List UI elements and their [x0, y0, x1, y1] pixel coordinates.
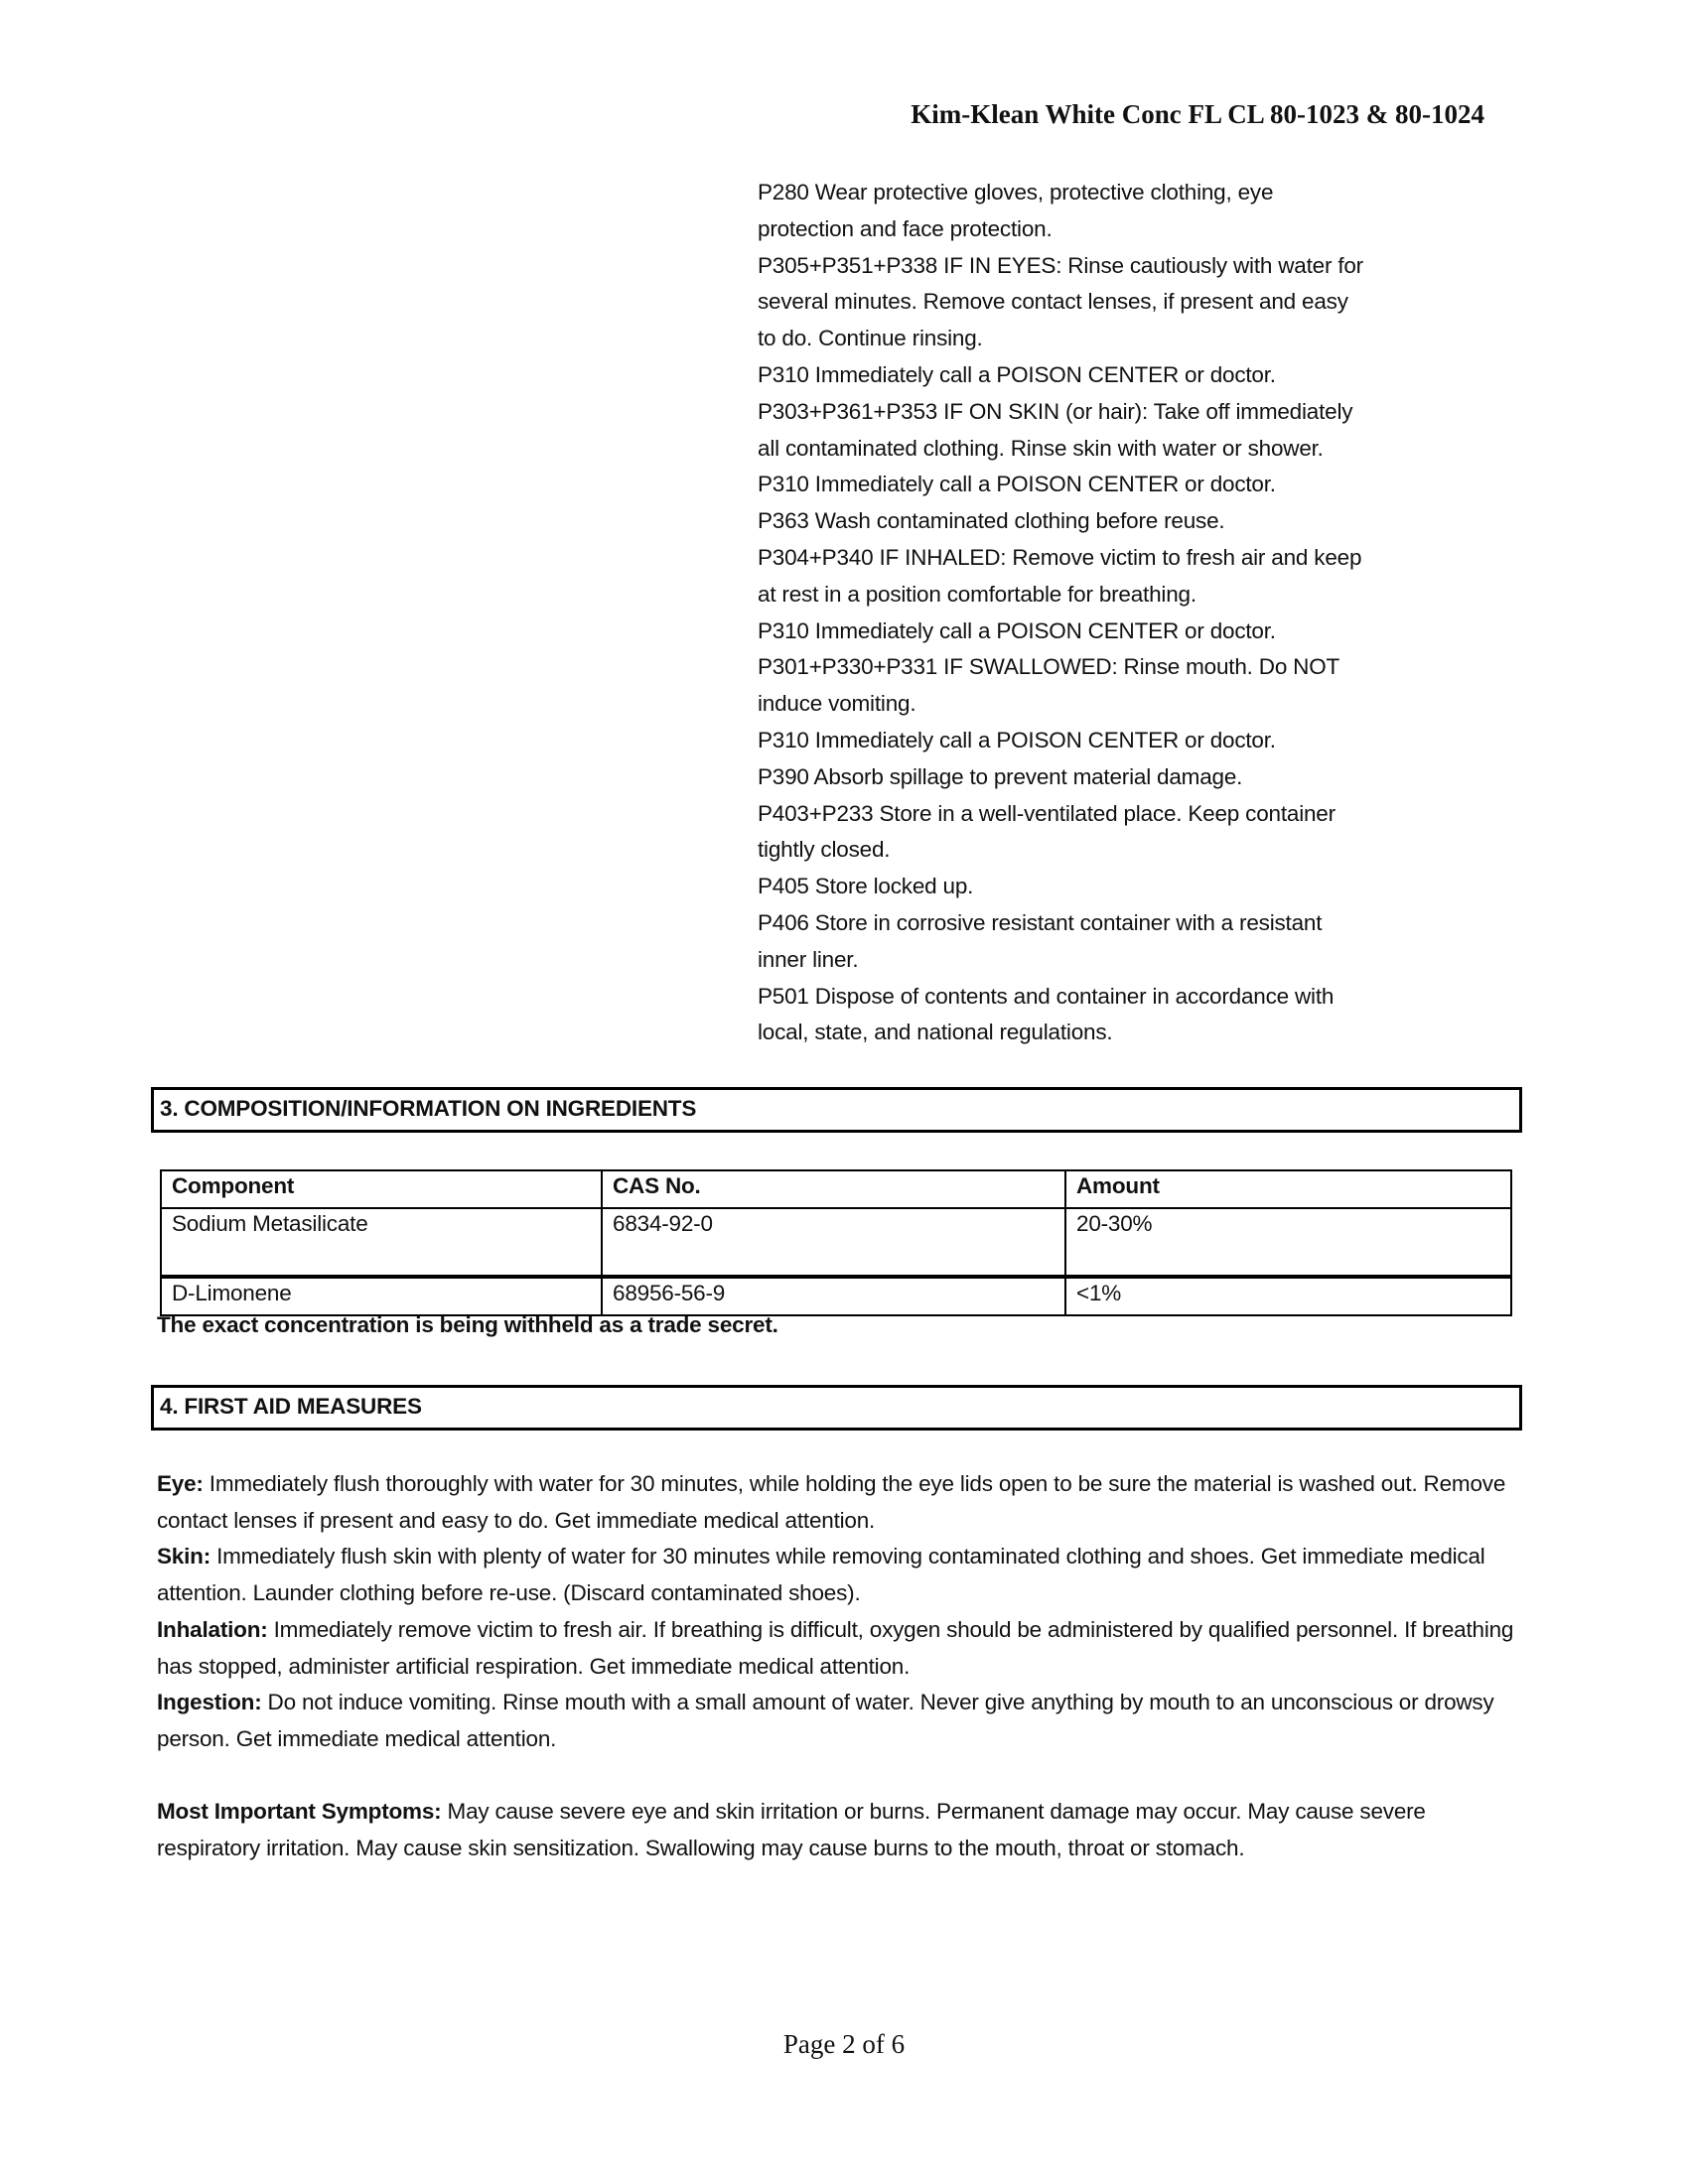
label-symptoms: Most Important Symptoms:: [157, 1799, 442, 1825]
pstatement-line: P390 Absorb spillage to prevent material damage.: [758, 763, 1243, 789]
page-number: Page 2 of 6: [782, 2029, 906, 2059]
pstatement-line: P280 Wear protective gloves, protective clothing, eye: [758, 180, 1274, 205]
cell-amount: <1%: [1065, 1277, 1511, 1315]
pstatement-line: P303+P361+P353 IF ON SKIN (or hair): Take off immediately: [758, 398, 1353, 424]
header-cas-no: CAS No.: [602, 1170, 1065, 1208]
pstatement-line: to do. Continue rinsing.: [758, 326, 983, 351]
pstatement-line: P363 Wash contaminated clothing before reuse.: [758, 508, 1225, 534]
table-header-row: [161, 1170, 1511, 1208]
pstatement-line: all contaminated clothing. Rinse skin with water or shower.: [758, 435, 1324, 461]
section-4-heading-box: [151, 1385, 1522, 1431]
cell-amount: 20-30%: [1065, 1208, 1511, 1277]
text-eye: Immediately flush thoroughly with water for 30 minutes, while holding the eye lids open to be sure the material is washed out. Remove contact lenses if present and easy to do. Get immediate medical attention.: [157, 1471, 1506, 1533]
precautionary-statements: [758, 175, 1512, 1051]
first-aid-skin: [157, 1539, 1522, 1611]
pstatement-line: local, state, and national regulations.: [758, 1020, 1113, 1045]
label-inhalation: Inhalation:: [157, 1616, 268, 1642]
pstatement-line: P310 Immediately call a POISON CENTER or doctor.: [758, 361, 1276, 387]
pstatement-line: P310 Immediately call a POISON CENTER or doctor.: [758, 727, 1276, 752]
text-skin: Immediately flush skin with plenty of water for 30 minutes while removing contaminated clothing and shoes. Get immediate medical attention. Launder clothing before re-use. (Discard contaminated shoes).: [157, 1544, 1485, 1606]
label-ingestion: Ingestion:: [157, 1690, 262, 1715]
trade-secret-note: The exact concentration is being withheld as a trade secret.: [157, 1312, 778, 1337]
cell-cas-no: 6834-92-0: [602, 1208, 1065, 1277]
pstatement-line: tightly closed.: [758, 837, 891, 863]
cell-cas-no: 68956-56-9: [602, 1277, 1065, 1315]
pstatement-line: P405 Store locked up.: [758, 874, 974, 899]
table-row: [161, 1208, 1511, 1277]
text-symptoms: May cause severe eye and skin irritation or burns. Permanent damage may occur. May cause severe respiratory irritation. May cause skin sensitization. Swallowing may cause burns to the mouth, throat or stomach.: [157, 1799, 1426, 1861]
pstatement-line: P406 Store in corrosive resistant container with a resistant: [758, 909, 1323, 935]
document-header-title: Kim-Klean White Conc FL CL 80-1023 & 80-1024: [911, 99, 1484, 129]
section-3-title: 3. COMPOSITION/INFORMATION ON INGREDIENTS: [160, 1096, 697, 1121]
pstatement-line: P310 Immediately call a POISON CENTER or doctor.: [758, 617, 1276, 643]
pstatement-line: at rest in a position comfortable for breathing.: [758, 581, 1196, 607]
text-inhalation: Immediately remove victim to fresh air. If breathing is difficult, oxygen should be administered by qualified personnel. If breathing has stopped, administer artificial respiration. Get immediate medical attention.: [157, 1616, 1514, 1679]
pstatement-line: P403+P233 Store in a well-ventilated place. Keep container: [758, 800, 1336, 826]
section-3-heading-box: [151, 1087, 1522, 1133]
pstatement-line: P305+P351+P338 IF IN EYES: Rinse cautiously with water for: [758, 252, 1363, 278]
header-component: Component: [161, 1170, 602, 1208]
pstatement-line: P301+P330+P331 IF SWALLOWED: Rinse mouth. Do NOT: [758, 654, 1340, 680]
label-skin: Skin:: [157, 1544, 211, 1570]
first-aid-eye: [157, 1466, 1522, 1539]
text-ingestion: Do not induce vomiting. Rinse mouth with a small amount of water. Never give anything by mouth to an unconscious or drowsy person. Get immediate medical attention.: [157, 1690, 1494, 1751]
most-important-symptoms: [157, 1794, 1522, 1866]
cell-component: D-Limonene: [161, 1277, 602, 1315]
pstatement-line: P501 Dispose of contents and container in accordance with: [758, 983, 1335, 1009]
header-amount: Amount: [1065, 1170, 1511, 1208]
first-aid-ingestion: [157, 1685, 1522, 1757]
first-aid-inhalation: [157, 1612, 1522, 1685]
table-row: [161, 1277, 1511, 1315]
pstatement-line: P310 Immediately call a POISON CENTER or doctor.: [758, 472, 1276, 497]
pstatement-line: several minutes. Remove contact lenses, if present and easy: [758, 289, 1348, 315]
section-4-title: 4. FIRST AID MEASURES: [160, 1394, 422, 1419]
cell-component: Sodium Metasilicate: [161, 1208, 602, 1277]
pstatement-line: P304+P340 IF INHALED: Remove victim to fresh air and keep: [758, 544, 1362, 570]
first-aid-content: [157, 1466, 1522, 1867]
label-eye: Eye:: [157, 1471, 204, 1496]
pstatement-line: inner liner.: [758, 946, 859, 972]
pstatement-line: protection and face protection.: [758, 215, 1053, 241]
composition-table: [160, 1169, 1512, 1316]
pstatement-line: induce vomiting.: [758, 691, 916, 717]
